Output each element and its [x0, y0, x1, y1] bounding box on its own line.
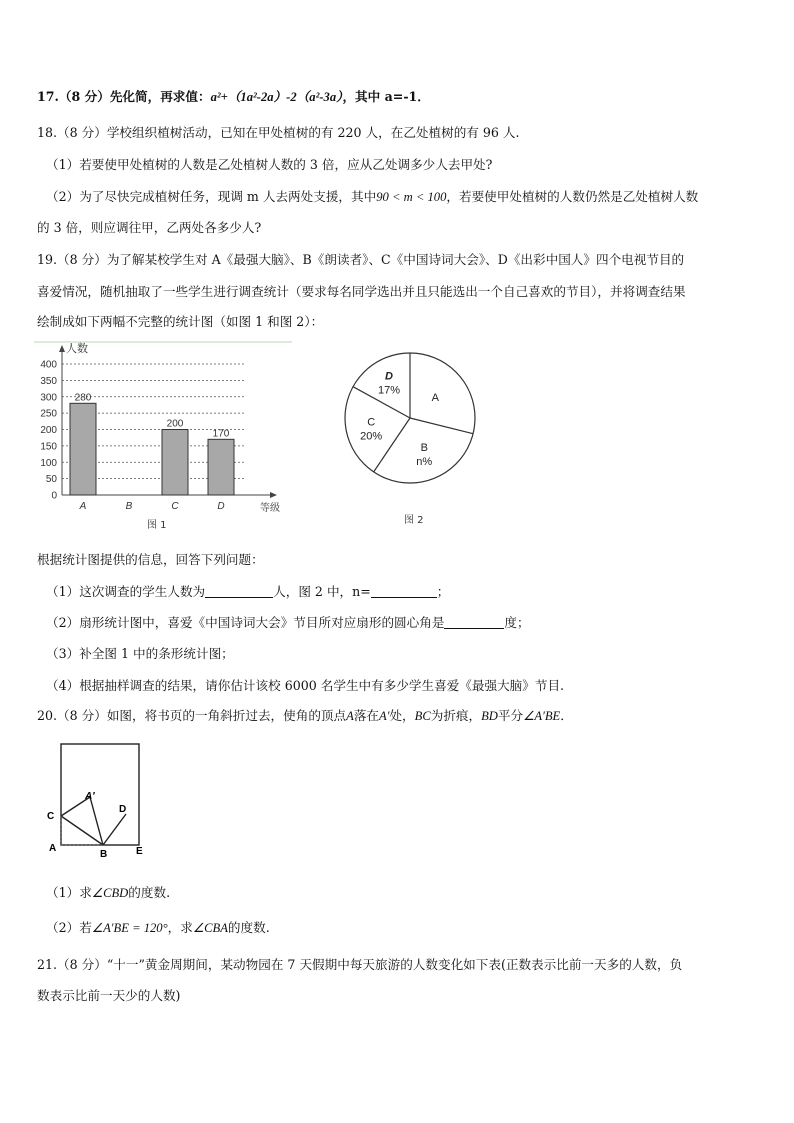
y-tick-label: 50	[45, 474, 57, 486]
bar	[162, 430, 188, 496]
q18-part1: （1）若要使甲处植树的人数是乙处植树人数的 3 倍，应从乙处调多少人去甲处?	[46, 157, 493, 172]
pie-slice-label: C	[367, 416, 376, 429]
bar-data-label: 200	[166, 418, 184, 430]
q17-expression: a²+（1a²-2a）-2（a²-3a）	[210, 90, 343, 104]
q20-given-angle: ∠A′BE = 120°	[91, 921, 168, 935]
answer-blank-count[interactable]	[205, 584, 273, 598]
page-rect	[61, 744, 139, 845]
q20-angle: ∠A′BE	[523, 709, 561, 723]
q19-sub1-a: （1）这次调查的学生人数为	[46, 584, 206, 599]
y-tick-label: 100	[40, 457, 57, 469]
figure2-caption: 图 2	[404, 515, 424, 526]
label-c: C	[47, 811, 55, 822]
pie-slice-label: B	[420, 442, 428, 455]
q20-point-aprime: A′	[379, 709, 390, 723]
pie-slice-label: D	[385, 370, 393, 383]
q17-prefix: 17.（8 分）先化简，再求值：	[37, 89, 211, 104]
q19-sub2-a: （2）扇形统计图中，喜爱《中国诗词大会》节目所对应扇形的圆心角是	[46, 615, 445, 630]
q20-stem-c: 处，	[389, 708, 415, 723]
bar-data-label: 170	[212, 428, 230, 440]
q19-sub2-b: 度；	[504, 615, 530, 630]
label-b: B	[100, 849, 108, 860]
q19-sub2	[46, 615, 530, 631]
x-tick-label: A	[79, 501, 87, 512]
q20-sub2-c: 的度数.	[227, 920, 270, 935]
y-axis-title: 人数	[66, 343, 88, 355]
label-e: E	[136, 846, 143, 857]
q19-sub1-b: 人，图 2 中，n=	[273, 584, 371, 599]
bar	[208, 439, 234, 495]
q18-part2-line2: 的 3 倍，则应调往甲，乙两处各多少人?	[37, 220, 262, 235]
q20-sub1-b: 的度数.	[128, 885, 171, 900]
q20-stem-b: 落在	[353, 708, 379, 723]
q19-line3: 绘制成如下两幅不完整的统计图（如图 1 和图 2）：	[37, 314, 324, 329]
q20-sub1-a: （1）求	[46, 885, 92, 900]
q19-prompt: 根据统计图提供的信息，回答下列问题：	[37, 552, 264, 567]
label-a: A	[49, 843, 57, 854]
q18-part2-b: ，若要使甲处植树的人数仍然是乙处植树人数	[446, 189, 699, 204]
q18-stem: 18.（8 分）学校组织植树活动，已知在甲处植树的有 220 人，在乙处植树的有 96 人.	[37, 125, 520, 140]
y-tick-label: 400	[40, 359, 57, 371]
q19-sub4: （4）根据抽样调查的结果，请你估计该校 6000 名学生中有多少学生喜爱《最强大脑》节目.	[46, 678, 565, 693]
label-a-prime: A′	[85, 791, 95, 802]
pie-slice-label: A	[431, 391, 439, 404]
q19-sub1-c: ；	[436, 584, 450, 599]
q18-part2-line1	[46, 189, 698, 205]
y-tick-label: 200	[40, 425, 57, 436]
q20-stem-f: ．	[560, 708, 573, 723]
y-tick-label: 0	[51, 490, 57, 502]
x-tick-label: B	[125, 501, 133, 512]
q20-stem-a: 20.（8 分）如图，将书页的一角斜折过去，使角的顶点	[37, 708, 347, 723]
q20-stem-d: 为折痕，	[430, 708, 482, 723]
q19-sub1	[46, 584, 449, 600]
q17-line	[37, 89, 430, 105]
q20-sub1	[46, 885, 170, 901]
q20-point-a: A	[346, 709, 354, 723]
fold-figure	[40, 742, 150, 862]
segment-bd	[103, 814, 126, 845]
bar	[70, 403, 96, 495]
answer-blank-n[interactable]	[371, 584, 437, 598]
q21-line2: 数表示比前一天少的人数)	[37, 988, 181, 1003]
q17-suffix: ，其中 a=-1．	[342, 89, 430, 104]
q19-sub3: （3）补全图 1 中的条形统计图；	[46, 646, 234, 661]
q21-line1: 21.（8 分）“十一”黄金周期间，某动物园在 7 天假期中每天旅游的人数变化如下表(正数表示比前一天多的人数，负	[37, 957, 683, 972]
label-d: D	[119, 804, 127, 815]
pie-slice-percent: 20%	[360, 430, 383, 443]
q19-line1: 19.（8 分）为了解某校学生对 A《最强大脑》、B《朗读者》、C《中国诗词大会》、D《出彩中国人》四个电视节目的	[37, 252, 685, 267]
pie-chart	[340, 348, 480, 488]
q20-stem-e: 平分	[497, 708, 524, 723]
answer-blank-angle[interactable]	[444, 615, 504, 629]
bar-data-label: 280	[74, 392, 92, 404]
y-axis-arrow	[59, 345, 65, 352]
q19-line2: 喜爱情况，随机抽取了一些学生进行调查统计（要求每名同学选出并且只能选出一个自己喜欢的节目），并将调查结果	[37, 284, 686, 299]
figure1-caption: 图 1	[147, 520, 167, 531]
y-tick-label: 300	[40, 392, 57, 404]
q18-part2-a: （2）为了尽快完成植树任务，现调 m 人去两处支援，其中	[46, 189, 377, 204]
x-tick-label: C	[171, 501, 179, 512]
q18-inequality: 90 < m < 100	[376, 190, 447, 204]
pie-slice-percent: n%	[416, 456, 433, 469]
q20-segment-bd: BD	[481, 709, 498, 723]
x-axis-arrow	[270, 492, 277, 498]
q20-sub2-a: （2）若	[46, 920, 92, 935]
q20-angle-cba: ∠CBA	[192, 921, 228, 935]
q20-sub2	[46, 920, 270, 936]
q20-stem	[37, 708, 573, 724]
y-tick-label: 350	[40, 375, 57, 387]
x-axis-title: 等级	[260, 503, 280, 514]
q20-segment-bc: BC	[414, 709, 431, 723]
q20-angle-cbd: ∠CBD	[91, 886, 129, 900]
q20-sub2-b: ，求	[167, 920, 193, 935]
bar-chart	[34, 340, 296, 515]
y-tick-label: 150	[40, 441, 57, 453]
x-tick-label: D	[217, 501, 225, 512]
pie-slice-percent: 17%	[377, 384, 401, 397]
y-tick-label: 250	[40, 408, 57, 420]
